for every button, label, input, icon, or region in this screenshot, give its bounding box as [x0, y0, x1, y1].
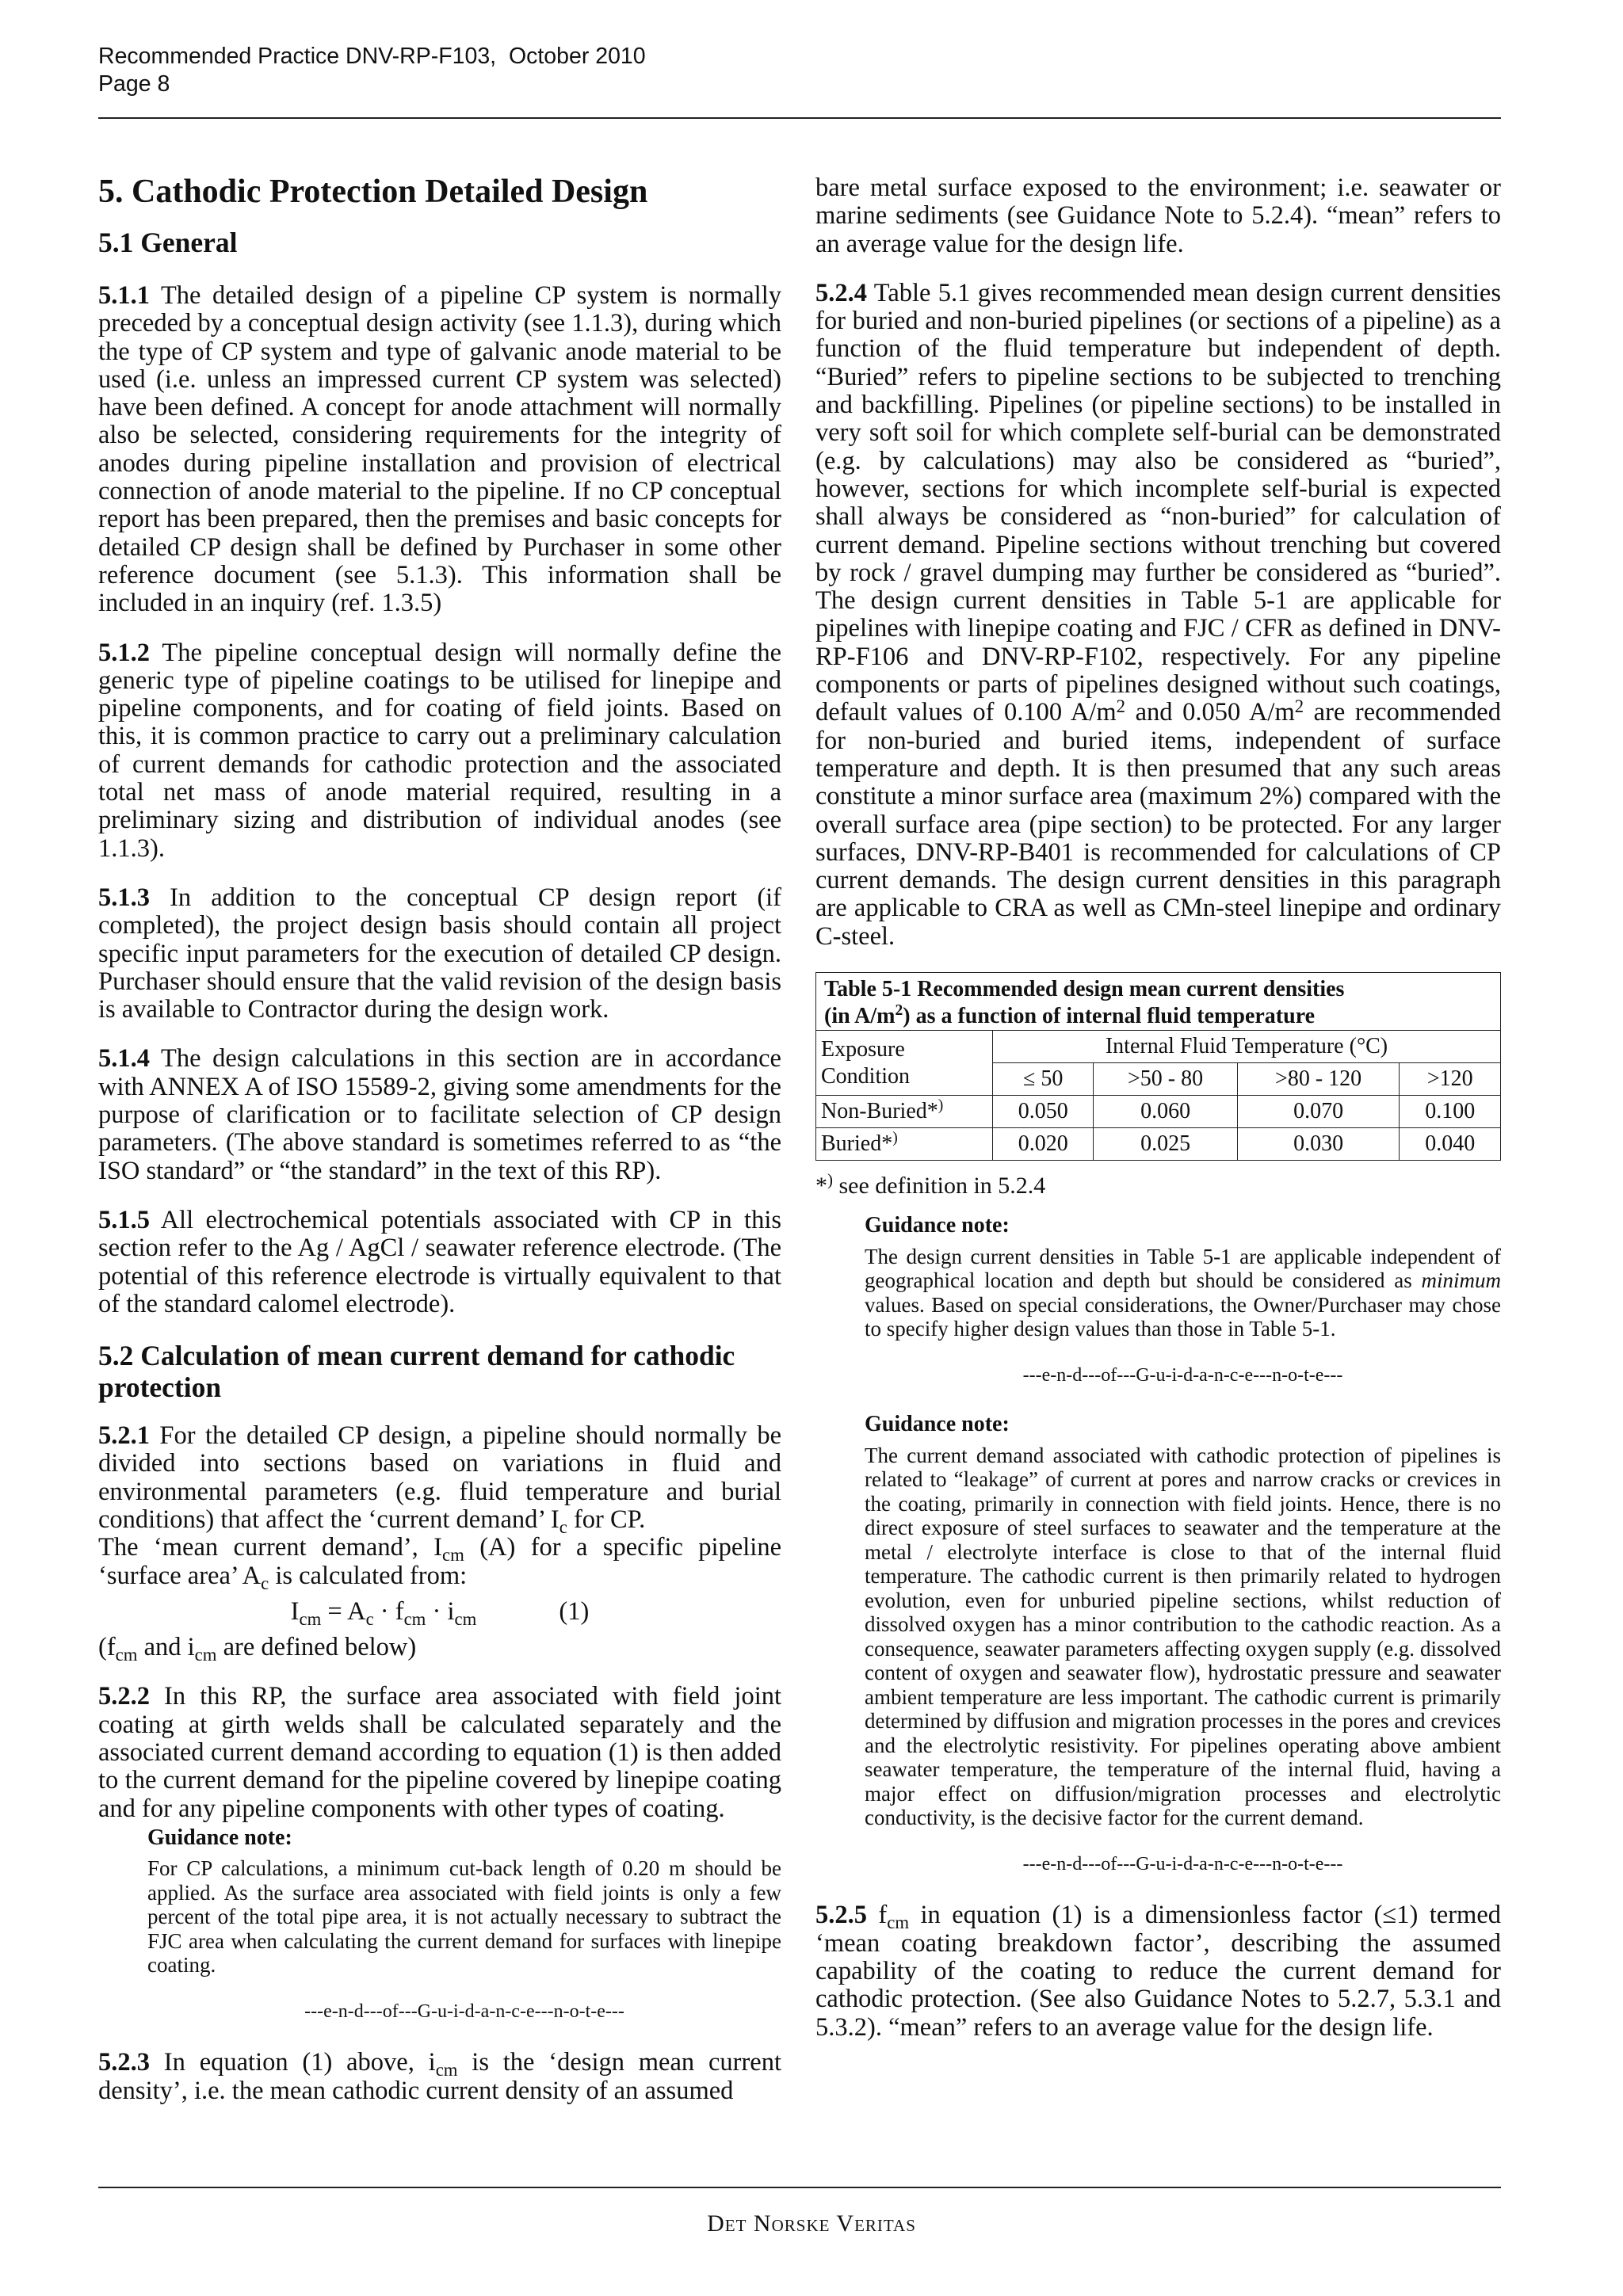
table-row	[816, 1128, 1501, 1161]
paragraph-number: 5.2.1	[98, 1421, 150, 1451]
paragraph-number: 5.2.5	[815, 1901, 867, 1930]
table-col-header: >120	[1400, 1063, 1501, 1096]
guidance-note-text	[865, 1245, 1501, 1341]
table-cell: 0.070	[1237, 1096, 1400, 1128]
subscript: c	[365, 1608, 374, 1629]
guidance-note-title: Guidance note:	[147, 1825, 292, 1850]
paragraph-5-2-1	[98, 1421, 781, 1537]
paragraph-text: (f	[98, 1633, 116, 1662]
table-header-temperature: Internal Fluid Temperature (°C)	[993, 1031, 1501, 1063]
subsection-heading-5-2: 5.2 Calculation of mean current demand for cathodic protection	[98, 1340, 735, 1404]
header-page-number: Page 8	[98, 71, 170, 97]
table-caption-line	[824, 1003, 1492, 1030]
guidance-note-title: Guidance note:	[865, 1213, 1010, 1238]
paragraph-text: are defined below)	[216, 1633, 417, 1662]
subscript: cm	[403, 1608, 426, 1629]
footnote-mark: *	[815, 1173, 827, 1199]
guidance-note-table-5-1	[865, 1214, 1501, 1876]
caption-text: ) as a function of internal fluid temperature	[903, 1004, 1316, 1029]
paragraph-number: 5.1.2	[98, 638, 150, 667]
paragraph-number: 5.1.4	[98, 1044, 150, 1074]
table-col-header: >80 - 120	[1237, 1063, 1400, 1096]
guidance-note-end: ---e-n-d---of---G-u-i-d-a-n-c-e---n-o-t-e---	[1022, 1853, 1343, 1875]
table-cell: 0.100	[1400, 1096, 1501, 1128]
paragraph-text: is calculated from:	[269, 1561, 468, 1590]
table-header-exposure	[816, 1031, 993, 1096]
paragraph-5-2-3	[98, 2049, 781, 2105]
table-caption-row	[816, 973, 1501, 1031]
paragraph-5-2-3-cont: bare metal surface exposed to the environment; i.e. seawater or marine sediments (see Guidance Note to 5.2.4). “mean” refers to an average value for the design life.	[815, 174, 1501, 258]
table-row	[816, 1096, 1501, 1128]
paragraph-5-1-1	[98, 282, 781, 618]
subscript: c	[261, 1573, 269, 1593]
paragraph-text: In equation (1) above, i	[150, 2048, 436, 2077]
table-cell: 0.020	[993, 1128, 1094, 1161]
table-col-header: >50 - 80	[1094, 1063, 1237, 1096]
guidance-note-end: ---e-n-d---of---G-u-i-d-a-n-c-e---n-o-t-e---	[304, 2000, 624, 2022]
paragraph-5-1-4	[98, 1045, 781, 1184]
caption-text: (in A/m	[824, 1004, 896, 1029]
paragraph-5-1-3	[98, 884, 781, 1024]
label-text: Non-Buried*	[821, 1099, 938, 1124]
guidance-note-title: Guidance note:	[865, 1412, 1010, 1437]
note-text: values. Based on special considerations, the Owner/Purchaser may chose to specify higher design values than those in Table 5-1.	[865, 1292, 1501, 1341]
paragraph-5-1-5	[98, 1207, 781, 1318]
subscript: cm	[435, 2060, 458, 2081]
paragraph-text: For the detailed CP design, a pipeline should normally be divided into sections based on variations in fluid and environmental parameters (e.g. fluid temperature and burial conditions) that affect the ‘current demand’ I	[98, 1421, 781, 1534]
header-text: Condition	[821, 1063, 911, 1089]
table-header-row	[816, 1031, 1501, 1063]
table-col-header: ≤ 50	[993, 1063, 1094, 1096]
paragraph-text: (A) for a specific pipeline ‘surface area’ A	[98, 1533, 781, 1590]
superscript: )	[827, 1170, 833, 1190]
paragraph-5-2-1-cont	[98, 1533, 781, 1593]
equation-symbol: · f	[373, 1596, 404, 1626]
paragraph-text: Table 5.1 gives recommended mean design current densities for buried and non-buried pipelines (or sections of a pipeline) as a function of the fluid temperature but independent of depth. “Buried” refers to pipeline sections to be subjected to trenching and backfilling. Pipelines (or pipeline sections) to be installed in very soft soil for which complete self-burial can be demonstrated (e.g. by calculations) may also be considered as “buried”, however, sections for which incomplete self-burial is expected shall always be considered as “non-buried” for calculation of current demand. Pipeline sections without trenching but covered by rock / gravel dumping may further be considered as “buried”. The design current densities in Table 5-1 are applicable for pipelines with linepipe coating and FJC / CFR as defined in DNV-RP-F106 and DNV-RP-F102, respectively. For any pipeline components or parts of pipelines designed without such coatings, default values of 0.100 A/m	[815, 278, 1501, 727]
guidance-note-text: The current demand associated with cathodic protection of pipelines is related to “leakage” of current at pores and narrow cracks or crevices in the coating, primarily in connection with field joints. Hence, there is no direct exposure of steel surfaces to seawater and the temperature at the metal / electrolyte interface is close to that of the internal fluid temperature. The cathodic current is then primarily related to hydrogen evolution, even for unburied pipeline sections, whilst reduction of dissolved oxygen has a minor contribution to the cathodic reaction. As a consequence, seawater parameters affecting oxygen supply (e.g. dissolved content of oxygen and seawater flow), hydrostatic pressure and seawater ambient temperature are less important. The cathodic current is primarily determined by diffusion and migration processes in the pores and crevices and the electrolytic resistivity. For pipelines operating above ambient seawater temperature, the temperature of the internal fluid, having a major effect on diffusion/migration processes and electrolytic conductivity, is the decisive factor for the current demand.	[865, 1443, 1501, 1830]
table-cell: 0.050	[993, 1096, 1094, 1128]
equation-symbol: I	[290, 1596, 300, 1626]
paragraph-number: 5.1.3	[98, 883, 150, 912]
paragraph-text: The pipeline conceptual design will normally define the generic type of pipeline coatings to be utilised for linepipe and pipeline components, and for coating of field joints. Based on this, it is common practice to carry out a preliminary calculation of current demands for cathodic protection and the associated total net mass of anode material required, resulting in a preliminary sizing and distribution of individual anodes (see 1.1.3).	[98, 638, 781, 863]
table-row-label	[816, 1128, 993, 1161]
equation-1	[98, 1596, 781, 1629]
superscript: 2	[1116, 696, 1126, 717]
paragraph-number: 5.1.1	[98, 281, 150, 310]
note-text: The design current densities in Table 5-1 are applicable independent of geographical location and depth but should be considered as	[865, 1244, 1501, 1293]
superscript: )	[938, 1097, 944, 1115]
paragraph-text: f	[867, 1901, 888, 1930]
header-document-title: Recommended Practice DNV-RP-F103, October 2010	[98, 44, 646, 69]
subscript: cm	[115, 1645, 138, 1665]
guidance-note-end: ---e-n-d---of---G-u-i-d-a-n-c-e---n-o-t-e---	[1022, 1364, 1343, 1386]
paragraph-number: 5.1.5	[98, 1205, 150, 1234]
subscript: cm	[442, 1545, 464, 1566]
equation-symbol: · i	[426, 1596, 455, 1626]
paragraph-number: 5.2.2	[98, 1682, 150, 1711]
page-footer: Det Norske Veritas	[707, 2210, 916, 2237]
table-cell: 0.025	[1094, 1128, 1237, 1161]
table-caption-line: Table 5-1 Recommended design mean current densities	[824, 977, 1345, 1002]
table-row-label	[816, 1096, 993, 1128]
paragraph-5-2-5	[815, 1901, 1501, 2041]
paragraph-number: 5.2.3	[98, 2048, 150, 2077]
paragraph-number: 5.2.4	[815, 278, 867, 307]
table-footnote	[815, 1172, 1501, 1199]
subscript: cm	[194, 1645, 217, 1665]
paragraph-text: is the ‘design mean current density’, i.e. the mean cathodic current density of an assumed	[98, 2048, 781, 2105]
subscript: cm	[299, 1608, 322, 1629]
header-text: Exposure	[821, 1036, 905, 1062]
footnote-text: see definition in 5.2.4	[833, 1173, 1046, 1199]
subscript: cm	[887, 1913, 910, 1933]
table-cell: 0.040	[1400, 1128, 1501, 1161]
table-caption	[816, 973, 1501, 1031]
paragraph-5-2-4	[815, 280, 1501, 951]
guidance-note-text: For CP calculations, a minimum cut-back length of 0.20 m should be applied. As the surface area associated with field joints is only a few percent of the total pipe area, it is not actually necessary to subtract the FJC area when calculating the current demand for surfaces with linepipe coating.	[147, 1856, 781, 1978]
note-emphasis: minimum	[1421, 1268, 1501, 1293]
superscript: 2	[1294, 696, 1304, 717]
equation-definition	[98, 1633, 781, 1665]
paragraph-5-2-2	[98, 1683, 781, 1822]
left-column	[98, 173, 781, 2105]
section-heading-5: 5. Cathodic Protection Detailed Design	[98, 174, 648, 210]
subsection-heading-5-1: 5.1 General	[98, 227, 238, 258]
paragraph-text: In addition to the conceptual CP design report (if completed), the project design basis should contain all project specific input parameters for the execution of detailed CP design. Purchaser should ensure that the valid revision of the design basis is available to Contractor during the design work.	[98, 883, 781, 1024]
paragraph-text: In this RP, the surface area associated with field joint coating at girth welds shall be calculated separately and the associated current demand according to equation (1) is then added to the current demand for the pipeline covered by linepipe coating and for any pipeline components with other types of coating.	[98, 1682, 781, 1823]
paragraph-text: and i	[137, 1633, 195, 1662]
guidance-note-5-2-2	[147, 1826, 781, 2024]
table-cell: 0.060	[1094, 1096, 1237, 1128]
paragraph-5-1-2	[98, 639, 781, 863]
table-5-1	[815, 972, 1501, 1161]
subscript: c	[559, 1516, 567, 1537]
superscript: )	[892, 1130, 898, 1147]
equation-symbol: = A	[321, 1596, 366, 1626]
paragraph-text: for CP.	[567, 1505, 646, 1534]
paragraph-text: in equation (1) is a dimensionless factor (≤1) termed ‘mean coating breakdown factor’, describing the assumed capability of the coating to reduce the current demand for cathodic protection. (See also Guidance Notes to 5.2.7, 5.3.1 and 5.3.2). “mean” refers to an average value for the design life.	[815, 1901, 1502, 2042]
superscript: 2	[895, 1002, 903, 1020]
right-column	[815, 174, 1501, 2042]
paragraph-text: The design calculations in this section are in accordance with ANNEX A of ISO 15589-2, giving some amendments for the purpose of clarification or to facilitate selection of CP design parameters. (The above standard is sometimes referred to as “the ISO standard” or “the standard” in the text of this RP).	[98, 1044, 781, 1185]
paragraph-text: are recommended for non-buried and buried items, independent of surface temperature and depth. It is then presumed that any such areas constitute a minor surface area (maximum 2%) compared with the overall surface area (pipe section) to be protected. For any larger surfaces, DNV-RP-B401 is recommended for calculations of CP current demands. The design current densities in this paragraph are applicable to CRA as well as CMn-steel linepipe and ordinary C-steel.	[815, 698, 1501, 951]
paragraph-text: The detailed design of a pipeline CP system is normally preceded by a conceptual design activity (see 1.1.3), during which the type of CP system and type of galvanic anode material to be used (i.e. unless an impressed current CP system was selected) have been defined. A concept for anode attachment will normally also be selected, considering requirements for the integrity of anodes during pipeline installation and provision of electrical connection of anode material to the pipeline. If no CP conceptual report has been prepared, then the premises and basic concepts for detailed CP design shall be defined by Purchaser in some other reference document (see 5.1.3). This information shall be included in an inquiry (ref. 1.3.5)	[98, 281, 781, 618]
footer-divider	[98, 2187, 1501, 2188]
label-text: Buried*	[821, 1131, 893, 1157]
equation-number: (1)	[559, 1596, 590, 1626]
subscript: cm	[454, 1608, 477, 1629]
paragraph-text: All electrochemical potentials associated with CP in this section refer to the Ag / AgCl / seawater reference electrode. (The potential of this reference electrode is virtually equivalent to that of the standard calomel electrode).	[98, 1205, 781, 1318]
page-header	[98, 43, 1501, 119]
table-cell: 0.030	[1237, 1128, 1400, 1161]
paragraph-text: and 0.050 A/m	[1125, 698, 1295, 727]
paragraph-text: The ‘mean current demand’, I	[98, 1533, 443, 1562]
